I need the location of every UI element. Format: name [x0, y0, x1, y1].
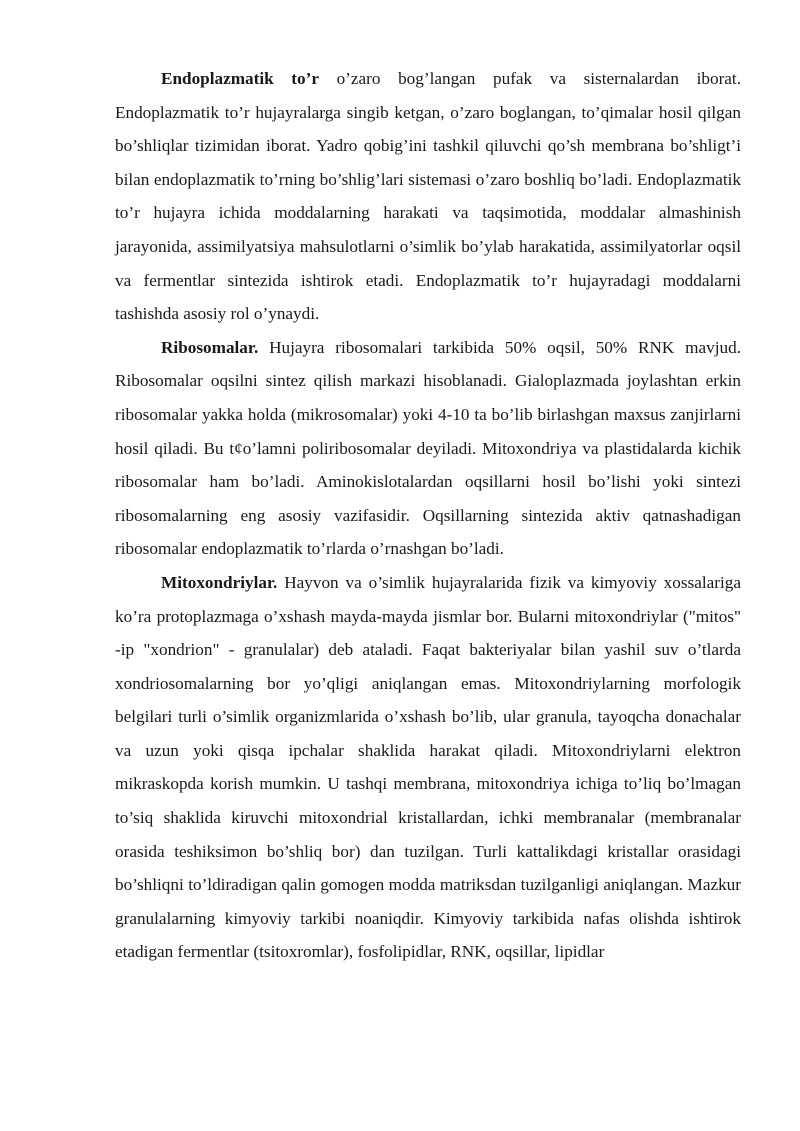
paragraph-text: Hayvon va o’simlik hujayralarida fizik va kimyoviy xossalariga ko’ra protoplazmaga o’xshash mayda-mayda jismlar bor. Bularni mitoxondriylar ("mitos" -ip "xondrion" - granulalar) deb ataladi. Faqat bakteriyalar bilan yashil suv o’tlarda xondriosomalarning bor yo’qligi aniqlangan emas. Mitoxondriylarning morfologik belgilari turli o’simlik organizmlarida o’xshash bo’lib, ular granula, tayoqcha donachalar va uzun yoki qisqa ipchalar shaklida harakat qiladi. Mitoxondriylarni elektron mikraskopda korish mumkin. U tashqi membrana, mitoxondriya ichiga to’liq bo’lmagan to’siq shaklida kiruvchi mitoxondrial kristallardan, ichki membranalar (membranalar orasida teshiksimon bo’shliq bor) dan tuzilgan. Turli kattalikdagi kristallar orasidagi bo’shliqni to’ldiradigan qalin gomogen modda matriksdan tuzilganligi aniqlangan. Mazkur granulalarning kimyoviy tarkibi noaniqdir. Kimyoviy tarkibida nafas olishda ishtirok etadigan fermentlar (tsitoxromlar), fosfolipidlar, RNK, oqsillar, lipidlar: [115, 572, 741, 962]
paragraph-endoplasmic-reticulum: [115, 62, 741, 331]
paragraph-mitochondria: [115, 566, 741, 969]
paragraph-heading: Endoplazmatik to’r: [161, 69, 319, 88]
paragraph-ribosomes: [115, 331, 741, 566]
paragraph-heading: Mitoxondriylar.: [161, 572, 278, 592]
document-page: [115, 62, 741, 969]
paragraph-text: o’zaro bog’langan pufak va sisternalardan iborat. Endoplazmatik to’r hujayralarga singib ketgan, o’zaro boglangan, to’qimalar hosil qilgan bo’shliqlar tizimidan iborat. Yadro qobig’ini tashkil qiluvchi qo’sh membrana bo’shligt’i bilan endoplazmatik to’rning bo’shlig’lari sistemasi o’zaro boshliq bo’ladi. Endoplazmatik to’r hujayra ichida moddalarning harakati va taqsimotida, moddalar almashinish jarayonida, assimilyatsiya mahsulotlarni o’simlik bo’ylab harakatida, assimilyatorlar oqsil va fermentlar sintezida ishtirok etadi. Endoplazmatik to’r hujayradagi moddalarni tashishda asosiy rol o’ynaydi.: [115, 69, 741, 324]
paragraph-heading: Ribosomalar.: [161, 337, 259, 357]
paragraph-text: Hujayra ribosomalari tarkibida 50% oqsil, 50% RNK mavjud. Ribosomalar oqsilni sintez qilish markazi hisoblanadi. Gialoplazmada joylashtan erkin ribosomalar yakka holda (mikrosomalar) yoki 4-10 ta bo’lib birlashgan maxsus zanjirlarni hosil qiladi. Bu t¢o’lamni poliribosomalar deyiladi. Mitoxondriya va plastidalarda kichik ribosomalar ham bo’ladi. Aminokislotalardan oqsillarni hosil bo’lishi yoki sintezi ribosomalarning eng asosiy vazifasidir. Oqsillarning sintezida aktiv qatnashadigan ribosomalar endoplazmatik to’rlarda o’rnashgan bo’ladi.: [115, 337, 741, 559]
